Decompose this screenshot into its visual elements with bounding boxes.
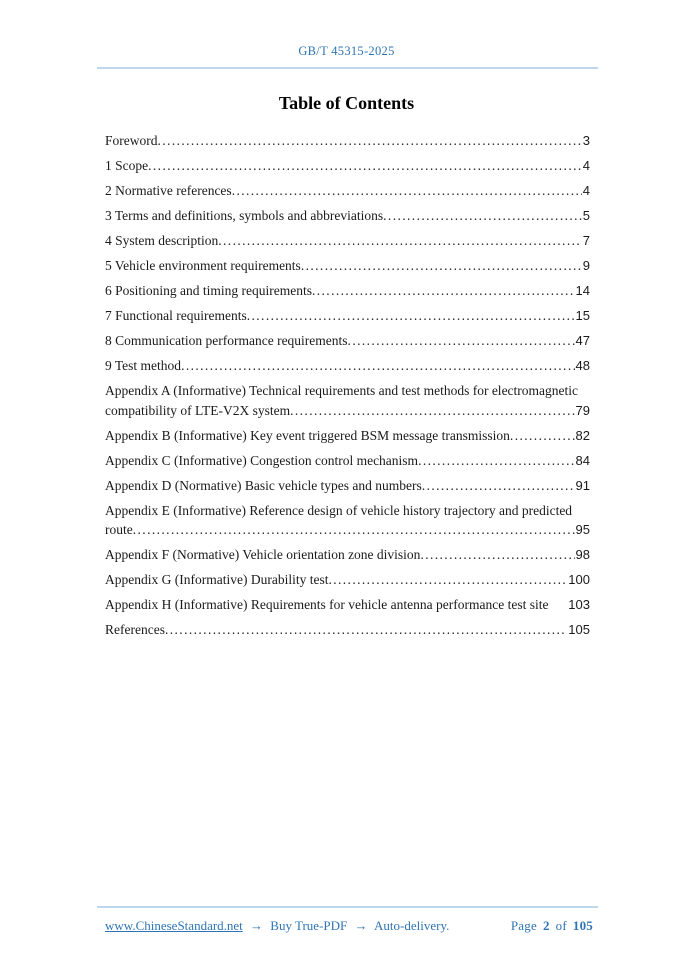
toc-entry-text: 6 Positioning and timing requirements xyxy=(105,283,312,298)
toc-entry xyxy=(105,451,590,471)
footer-divider xyxy=(97,906,598,908)
toc-leader-dots xyxy=(181,356,574,376)
toc-page-number: 79 xyxy=(575,402,590,418)
toc-list xyxy=(105,131,590,640)
toc-entry-text: Appendix D (Normative) Basic vehicle types and numbers xyxy=(105,477,422,493)
toc-entry xyxy=(105,331,590,351)
toc-leader-dots xyxy=(328,570,567,590)
toc-leader-dots xyxy=(148,156,582,176)
toc-page-number: 5 xyxy=(582,208,590,223)
toc-entry xyxy=(105,281,590,301)
toc-page-number: 95 xyxy=(575,522,590,537)
toc-entry-text: 7 Functional requirements xyxy=(105,308,247,323)
toc-entry xyxy=(105,476,590,496)
toc-entry-text: Appendix G (Informative) Durability test xyxy=(105,572,329,587)
of-label: of xyxy=(555,918,567,933)
toc-entry xyxy=(105,156,590,176)
arrow-right-icon: → xyxy=(354,918,368,933)
toc-entry-text: Appendix B (Informative) Key event triggered BSM message transmission xyxy=(105,427,510,443)
toc-entry xyxy=(105,620,590,640)
header-doc-number: GB/T 45315-2025 xyxy=(298,44,395,58)
toc-page-number: 4 xyxy=(582,183,590,198)
toc-entry xyxy=(105,570,590,590)
toc-leader-dots xyxy=(301,256,582,276)
footer-action-buy: Buy True-PDF xyxy=(270,918,348,933)
toc-entry-text-line: Appendix A (Informative) Technical requirements and test methods for electromagnetic xyxy=(105,383,579,398)
toc-page-number: 98 xyxy=(575,547,590,562)
toc-leader-dots xyxy=(232,181,582,201)
toc-entry xyxy=(105,181,590,201)
footer xyxy=(97,906,598,934)
toc-page-number: 4 xyxy=(582,158,590,173)
toc-entry-text: 9 Test method xyxy=(105,358,182,373)
footer-action-delivery: Auto-delivery. xyxy=(374,918,450,933)
toc-entry-text-line: Appendix E (Informative) Reference design of vehicle history trajectory and predicted xyxy=(105,502,573,518)
toc-entry xyxy=(105,206,590,226)
toc-entry-text: 2 Normative references xyxy=(105,183,232,198)
header-divider xyxy=(97,67,598,69)
toc-entry-text: Appendix C (Informative) Congestion control mechanism xyxy=(105,452,419,468)
toc-entry xyxy=(105,231,590,251)
toc-page-number: 84 xyxy=(575,452,590,468)
toc-page-number: 91 xyxy=(575,477,590,493)
toc-entry xyxy=(105,131,590,151)
toc-entry xyxy=(105,306,590,326)
toc-leader-dots xyxy=(165,620,567,640)
toc-page-number: 14 xyxy=(575,283,590,298)
toc-entry xyxy=(105,501,590,540)
toc-entry-text: route xyxy=(105,522,133,537)
toc-leader-dots xyxy=(312,281,575,301)
toc-leader-dots xyxy=(218,231,582,251)
page-total: 105 xyxy=(572,918,593,933)
toc-page-number: 9 xyxy=(582,258,590,273)
toc-page-number: 47 xyxy=(575,333,590,348)
toc-page-number: 100 xyxy=(568,572,590,587)
toc-entry xyxy=(105,426,590,446)
toc-leader-dots xyxy=(420,545,574,565)
toc-entry xyxy=(105,595,590,615)
toc-entry-text: Appendix F (Normative) Vehicle orientation zone division xyxy=(105,547,421,562)
toc-entry xyxy=(105,545,590,565)
toc-leader-dots xyxy=(422,476,575,496)
toc-leader-dots xyxy=(158,131,582,151)
toc-leader-dots xyxy=(383,206,582,226)
toc-page-number: 7 xyxy=(582,233,590,248)
toc-page-number: 105 xyxy=(568,622,590,637)
toc-page-number: 82 xyxy=(575,427,590,443)
toc-entry-text: 3 Terms and definitions, symbols and abbreviations xyxy=(105,208,384,223)
toc-entry-text: 1 Scope xyxy=(105,158,149,173)
toc-page-number: 103 xyxy=(568,597,590,612)
toc-entry-text: 5 Vehicle environment requirements xyxy=(105,258,301,273)
toc-entry-text: Foreword xyxy=(105,133,158,148)
page-label: Page xyxy=(510,918,537,933)
arrow-right-icon: → xyxy=(250,918,264,933)
toc-entry-text: References xyxy=(105,622,165,637)
toc-entry xyxy=(105,356,590,376)
toc-entry-text: Appendix H (Informative) Requirements for vehicle antenna performance test site xyxy=(105,597,549,612)
toc-leader-dots xyxy=(348,331,575,351)
toc-entry-text: 8 Communication performance requirements xyxy=(105,333,348,348)
toc-leader-dots xyxy=(133,520,575,540)
toc-entry xyxy=(105,381,590,420)
page-current: 2 xyxy=(542,918,550,933)
toc-entry xyxy=(105,256,590,276)
toc-leader-dots xyxy=(247,306,575,326)
toc-page-number: 3 xyxy=(582,133,590,148)
footer-promo xyxy=(105,918,453,934)
footer-link[interactable]: www.ChineseStandard.net xyxy=(105,918,243,933)
toc-page-number: 48 xyxy=(575,358,590,373)
page-indicator xyxy=(508,918,598,934)
toc-leader-dots xyxy=(290,401,574,421)
toc-entry-text: compatibility of LTE-V2X system xyxy=(105,402,291,418)
toc-leader-dots xyxy=(418,451,574,471)
page-title: Table of Contents xyxy=(278,93,415,113)
toc-page-number: 15 xyxy=(575,308,590,323)
toc-leader-dots xyxy=(510,426,575,446)
toc-entry-text: 4 System description xyxy=(105,233,219,248)
